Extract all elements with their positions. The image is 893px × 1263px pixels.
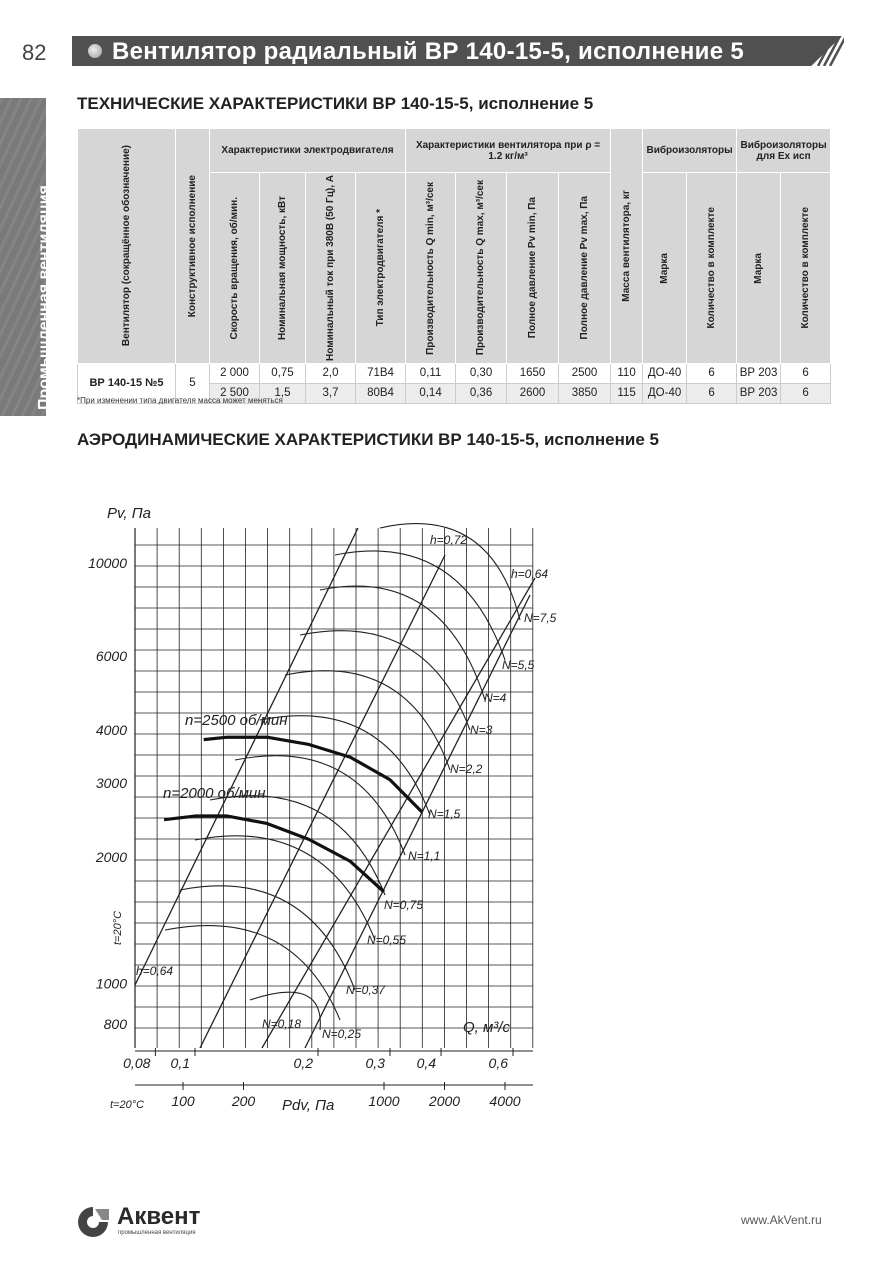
power-label: N=2,2: [450, 762, 483, 776]
temp-bottom-label: t=20°C: [110, 1099, 145, 1111]
power-label: N=5,5: [502, 658, 535, 672]
power-label: N=7,5: [524, 611, 557, 625]
y-tick-label: 6000: [95, 648, 127, 665]
y-tick-label: 10000: [88, 555, 127, 571]
logo-icon: [75, 1205, 111, 1237]
cell: ДО-40: [643, 363, 687, 383]
power-curve: [260, 716, 430, 815]
header-motor-group: Характеристики электродвигателя: [210, 129, 406, 173]
cell: 0,30: [456, 363, 507, 383]
power-label: N=3: [470, 723, 493, 737]
series-label: n=2000 об/мин: [163, 785, 266, 802]
power-curve: [210, 796, 385, 895]
cell: 110: [611, 363, 643, 383]
x-tick-label: 0,2: [293, 1055, 314, 1071]
power-label: N=0,18: [262, 1017, 302, 1031]
header-motor-type: Тип электродвигателя *: [374, 209, 386, 327]
cell: 6: [687, 363, 737, 383]
header-qmin: Производительность Q min, м³/сек: [424, 181, 436, 355]
temp-left-label: t=20°C: [112, 910, 124, 945]
aero-section-title: АЭРОДИНАМИЧЕСКИЕ ХАРАКТЕРИСТИКИ ВР 140-15-5, исполнение 5: [77, 430, 659, 449]
website-link[interactable]: www.AkVent.ru: [741, 1213, 822, 1227]
page-title: Вентилятор радиальный ВР 140-15-5, исполнение 5: [112, 38, 744, 65]
cell: ВР 203: [737, 363, 781, 383]
cell: 2600: [507, 383, 559, 403]
power-label: N=0,37: [346, 983, 386, 997]
header-pvmax: Полное давление Pv max, Па: [578, 196, 590, 340]
y-tick-label: 4000: [95, 722, 127, 739]
cell: 0,36: [456, 383, 507, 403]
cell: 80В4: [356, 383, 406, 403]
y-tick-label: 3000: [95, 774, 127, 791]
power-label: N=0,25: [322, 1027, 362, 1041]
cell: 2 500: [210, 383, 260, 403]
cell: ВР 203: [737, 383, 781, 403]
x-tick-label: 0,6: [488, 1055, 508, 1071]
header-speed: Скорость вращения, об/мин.: [228, 196, 240, 340]
x-tick-label: 0,1: [170, 1055, 190, 1071]
side-tab-label: Промышленная вентиляция: [36, 185, 53, 410]
cell: 3850: [559, 383, 611, 403]
cell: 0,75: [260, 363, 306, 383]
chart-curves: [163, 712, 422, 892]
y-axis-label: Pv, Па: [107, 505, 151, 522]
power-label: N=4: [484, 691, 507, 705]
page-number: 82: [22, 40, 47, 65]
fan-name-cell: ВР 140-15 №5: [78, 363, 176, 403]
cell: 2,0: [306, 363, 356, 383]
pdv-tick-label: 2000: [428, 1093, 461, 1109]
power-label: N=1,5: [428, 807, 461, 821]
x-tick-label: 0,08: [123, 1055, 151, 1071]
pdv-tick-label: 200: [231, 1093, 256, 1109]
cell: 71В4: [356, 363, 406, 383]
cell: 3,7: [306, 383, 356, 403]
header-pvmin: Полное давление Pv min, Па: [526, 197, 538, 339]
header-mass: Масса вентилятора, кг: [620, 190, 632, 302]
power-curve: [165, 926, 340, 1020]
header-fan-char-group: Характеристики вентилятора при ρ = 1.2 кг/м³: [406, 129, 611, 173]
header-qty-ex: Количество в комплекте: [799, 207, 811, 329]
power-curve: [320, 586, 485, 700]
y-tick-label: 800: [103, 1016, 127, 1032]
header-brand: Марка: [658, 252, 670, 284]
table-note: *При изменении типа двигателя масса может меняться: [77, 396, 283, 405]
power-label: N=0,55: [367, 933, 407, 947]
pdv-tick-label: 4000: [489, 1093, 521, 1109]
x-axis-label: Q, м³/с: [463, 1019, 510, 1036]
header-brand-ex: Марка: [752, 252, 764, 284]
cell: 2 000: [210, 363, 260, 383]
efficiency-label: h=0,64: [511, 567, 549, 581]
power-curve: [195, 836, 375, 940]
logo-subtitle: промышленная вентиляция: [118, 1230, 196, 1236]
cell: 6: [687, 383, 737, 403]
cell: 0,14: [406, 383, 456, 403]
cell: ДО-40: [643, 383, 687, 403]
y-tick-label: 2000: [95, 848, 127, 865]
header-qmax: Производительность Q max, м³/сек: [475, 180, 487, 356]
cell: 2500: [559, 363, 611, 383]
pdv-tick-label: 100: [171, 1093, 195, 1109]
x2-axis-label: Pdv, Па: [282, 1097, 335, 1114]
chart-grid: [135, 528, 533, 1085]
header-vib-group: Виброизоляторы: [643, 129, 737, 173]
design-cell: 5: [176, 363, 210, 403]
header-vibex-group: Виброизоляторы для Ex исп: [737, 129, 831, 173]
cell: 0,11: [406, 363, 456, 383]
efficiency-label: h=0,72: [430, 533, 468, 547]
cell: 1650: [507, 363, 559, 383]
cell: 6: [781, 363, 831, 383]
pdv-tick-label: 1000: [368, 1093, 400, 1109]
efficiency-line: [135, 528, 358, 985]
efficiency-label: h=0,64: [136, 964, 174, 978]
header-power: Номинальная мощность, кВт: [276, 195, 288, 340]
series-label: n=2500 об/мин: [185, 712, 288, 729]
cell: 115: [611, 383, 643, 403]
power-label: N=0,75: [384, 898, 424, 912]
power-label: N=1,1: [408, 849, 441, 863]
header-current: Номинальный ток при 380В (50 Гц), А: [324, 175, 336, 361]
logo-name: Аквент: [117, 1203, 201, 1230]
efficiency-line: [305, 595, 530, 1048]
x-tick-label: 0,4: [416, 1055, 437, 1071]
header-design: Конструктивное исполнение: [186, 174, 198, 318]
cell: 1,5: [260, 383, 306, 403]
series-curve: [164, 816, 384, 892]
x-tick-label: 0,3: [365, 1055, 385, 1071]
header-fan: Вентилятор (сокращённое обозначение): [120, 145, 132, 347]
header-qty: Количество в комплекте: [705, 207, 717, 329]
tech-section-title: ТЕХНИЧЕСКИЕ ХАРАКТЕРИСТИКИ ВР 140-15-5, исполнение 5: [77, 94, 594, 113]
y-tick-label: 1000: [95, 975, 127, 992]
cell: 6: [781, 383, 831, 403]
